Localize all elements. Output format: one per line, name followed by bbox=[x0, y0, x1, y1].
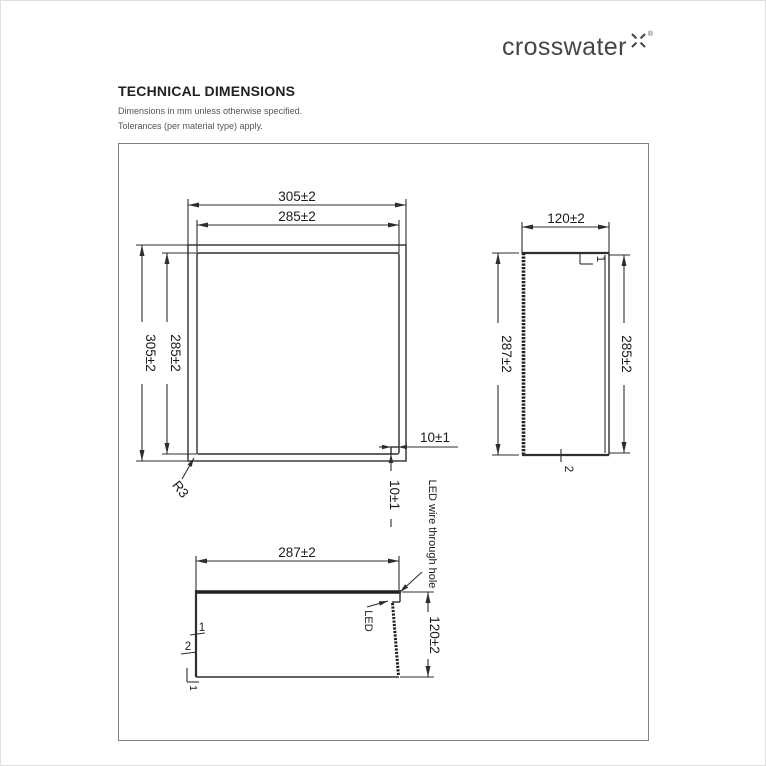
dim-hole-width: 10±1 bbox=[420, 430, 450, 445]
led-wire-note: LED wire through hole bbox=[426, 479, 438, 589]
front-outer-rect bbox=[188, 245, 406, 461]
dim-side-width: 120±2 bbox=[547, 211, 585, 226]
dim-corner-radius: R3 bbox=[169, 477, 192, 501]
units-note: Dimensions in mm unless otherwise specified. bbox=[118, 106, 303, 116]
dim-bottom-tick-top: 1 bbox=[198, 622, 206, 634]
drawing-frame bbox=[119, 144, 649, 741]
dim-bottom-width: 287±2 bbox=[278, 545, 316, 560]
front-inner-rect bbox=[197, 253, 399, 454]
dim-front-width-outer: 305±2 bbox=[278, 189, 316, 204]
dim-front-height-outer: 305±2 bbox=[143, 334, 158, 372]
technical-drawing bbox=[1, 1, 766, 766]
front-view bbox=[136, 189, 458, 527]
bottom-right-led-edge bbox=[393, 603, 399, 676]
led-label: LED bbox=[362, 610, 374, 632]
dim-bottom-tick-bottom: 2 bbox=[184, 641, 192, 653]
dim-side-height-left: 287±2 bbox=[499, 335, 514, 373]
dim-front-width-inner: 285±2 bbox=[278, 209, 316, 224]
bottom-view bbox=[181, 480, 442, 692]
leader-line-led bbox=[367, 601, 388, 607]
dim-side-thickness-top: 1 bbox=[594, 255, 606, 263]
dim-front-height-inner: 285±2 bbox=[168, 334, 183, 372]
brand-logo-text: crosswater bbox=[501, 33, 627, 61]
leader-line-led-note bbox=[400, 572, 422, 592]
dim-side-height-right: 285±2 bbox=[619, 335, 634, 373]
dim-bottom-corner: 1 bbox=[187, 685, 199, 691]
page-title: TECHNICAL DIMENSIONS bbox=[118, 83, 296, 99]
side-view bbox=[492, 211, 634, 472]
dim-side-thickness-bottom: 2 bbox=[562, 465, 574, 473]
dim-bottom-depth: 120±2 bbox=[427, 616, 442, 654]
tolerance-note: Tolerances (per material type) apply. bbox=[118, 121, 263, 131]
dim-hole-height: 10±1 bbox=[387, 480, 402, 510]
registered-mark: ® bbox=[647, 31, 653, 38]
